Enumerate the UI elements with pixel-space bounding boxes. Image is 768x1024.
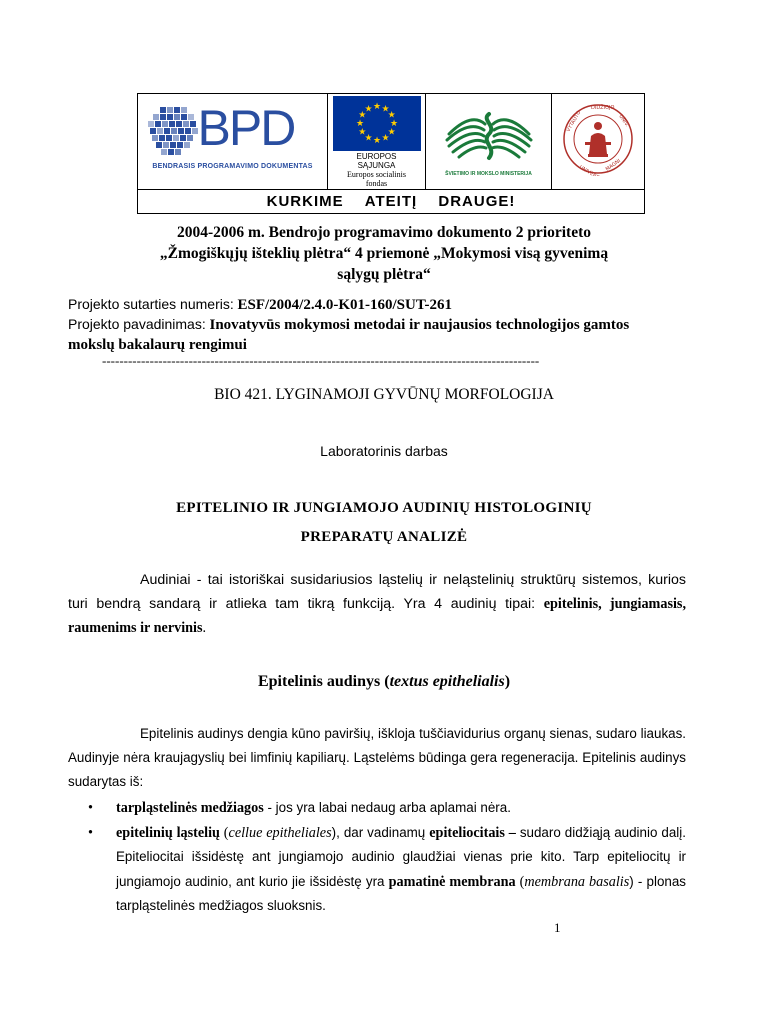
eu-caption bbox=[328, 152, 425, 188]
program-heading bbox=[0, 222, 768, 285]
bpd-mosaic-icon bbox=[146, 105, 202, 163]
bullet-2-italic-2: membrana basalis bbox=[524, 873, 630, 890]
eu-caption-line2: SĄJUNGA bbox=[357, 160, 396, 170]
slogan bbox=[138, 190, 645, 214]
contract-label: Projekto sutarties numeris: bbox=[68, 296, 234, 312]
section-title-text: Epitelinis audinys ( bbox=[257, 673, 390, 690]
slogan-word-1: KURKIME bbox=[266, 193, 344, 210]
svg-text:★: ★ bbox=[372, 101, 381, 112]
work-type: Laboratorinis darbas bbox=[320, 443, 448, 459]
program-line-2: „Žmogiškųjų išteklių plėtra“ 4 priemonė „Mokymosi visą gyvenimą bbox=[159, 245, 609, 262]
bullet-1-text: - jos yra labai nedaug arba aplamai nėra. bbox=[263, 800, 511, 815]
svg-text:MAGNI: MAGNI bbox=[604, 158, 622, 173]
slogan-word-3: DRAUGE! bbox=[438, 193, 516, 210]
bullet-icon: • bbox=[88, 824, 93, 841]
bullet-1-bold: tarpląstelinės medžiagos bbox=[116, 800, 264, 816]
svg-text:★: ★ bbox=[357, 110, 366, 120]
project-name-value-2: mokslų bakalaurų rengimui bbox=[68, 337, 247, 353]
slogan-word-2: ATEITĮ bbox=[364, 193, 418, 210]
university-logo-cell bbox=[552, 94, 645, 190]
eu-caption-line4: fondas bbox=[365, 178, 388, 188]
bullet-2-bold: epitelinių ląstelių bbox=[116, 824, 220, 841]
program-line-1: 2004-2006 m. Bendrojo programavimo dokumento 2 prioriteto bbox=[176, 224, 592, 241]
epithelial-paragraph: Epitelinis audinys dengia kūno paviršių, iškloja tuščiavidurius organų sienas, sudaro liaukas. Audinyje nėra kraujagyslių bei limfinių kapiliarų. Ląstelėms būdinga gera regeneracija. Epitelinis audinys sudarytas iš: bbox=[68, 726, 686, 789]
svg-text:★: ★ bbox=[355, 118, 364, 129]
svg-text:★: ★ bbox=[380, 103, 390, 114]
bullet-icon: • bbox=[88, 800, 93, 816]
bullet-2-text-4: ( bbox=[515, 873, 525, 890]
svg-text:UNIVERSITAS: UNIVERSITAS bbox=[578, 164, 610, 176]
intro-text: Audiniai - tai istoriškai susidariusios ląstelių ir neląstelinių struktūrų sistemos, kurios turi bendrą sandarą ir atlieka tam tikrą funkciją. Yra 4 audinių tipai: bbox=[68, 572, 686, 612]
contract-value: ESF/2004/2.4.0-K01-160/SUT-261 bbox=[237, 297, 452, 313]
intro-bold: epitelinis, jungiamasis, raumenims ir nervinis bbox=[68, 596, 686, 636]
page-number: 1 bbox=[554, 920, 561, 935]
svg-text:★: ★ bbox=[387, 127, 396, 137]
bullet-2-bold-2: epiteliocitais – bbox=[429, 824, 516, 841]
course-title: BIO 421. LYGINAMOJI GYVŪNŲ MORFOLOGIJA bbox=[214, 386, 554, 403]
bullet-2-text-5: ) - plonas tarpląstelinės medžiagos sluoksnis. bbox=[116, 873, 686, 913]
bpd-logo-text: BPD bbox=[197, 99, 295, 156]
svg-text:★: ★ bbox=[372, 135, 381, 146]
intro-end: . bbox=[202, 620, 207, 636]
logo-table bbox=[137, 93, 645, 214]
intro-paragraph bbox=[68, 568, 686, 640]
project-contract bbox=[68, 294, 708, 315]
bullet-list bbox=[68, 796, 686, 919]
svg-text:★: ★ bbox=[389, 118, 398, 129]
ministry-logo-cell bbox=[426, 94, 552, 190]
section-title-italic: textus epithelialis bbox=[389, 673, 505, 690]
section-title bbox=[0, 673, 768, 691]
bpd-logo bbox=[140, 99, 326, 185]
bullet-2-italic: cellue epitheliales bbox=[228, 824, 332, 841]
svg-text:★: ★ bbox=[363, 133, 373, 144]
bpd-logo-subtitle: BENDRASIS PROGRAMAVIMO DOKUMENTAS bbox=[152, 162, 313, 170]
bullet-2-bold-3: pamatinė membrana bbox=[388, 873, 516, 890]
eu-flag-icon bbox=[333, 96, 421, 151]
project-name-label: Projekto pavadinimas: bbox=[68, 316, 206, 332]
eu-caption-line3: Europos socialinis bbox=[347, 169, 406, 179]
svg-text:UNIV.: UNIV. bbox=[617, 113, 630, 129]
university-seal-icon bbox=[561, 102, 635, 176]
title-line-2: PREPARATŲ ANALIZĖ bbox=[300, 529, 468, 545]
svg-text:DIDŽIOJO: DIDŽIOJO bbox=[591, 105, 615, 111]
project-name-value-1: Inovatyvūs mokymosi metodai ir naujausios technologijos gamtos bbox=[209, 317, 630, 333]
ministry-caption: ŠVIETIMO IR MOKSLO MINISTERIJA bbox=[445, 171, 532, 177]
ministry-emblem-icon bbox=[441, 106, 537, 164]
program-line-3: sąlygų plėtra“ bbox=[337, 266, 431, 283]
list-item bbox=[68, 796, 686, 821]
project-name bbox=[68, 314, 708, 355]
eu-caption-line1: EUROPOS bbox=[356, 151, 397, 161]
separator-line: ----------------------------------------------------------------------------------------------------- bbox=[102, 353, 540, 368]
bpd-logo-cell bbox=[138, 94, 328, 190]
svg-text:★: ★ bbox=[363, 103, 373, 114]
section-title-end: ) bbox=[504, 673, 511, 690]
eu-logo-cell bbox=[328, 94, 426, 190]
title-line-1: EPITELINIO IR JUNGIAMOJO AUDINIŲ HISTOLOGINIŲ bbox=[176, 500, 592, 516]
svg-text:★: ★ bbox=[387, 110, 396, 120]
svg-text:★: ★ bbox=[357, 127, 366, 137]
svg-text:VYTAUTO: VYTAUTO bbox=[565, 109, 583, 133]
svg-text:★: ★ bbox=[380, 133, 390, 144]
bullet-2-text-2: ), dar vadinamų bbox=[331, 824, 430, 840]
bullet-2-text-1: ( bbox=[219, 824, 229, 841]
bullet-2-text-3: sudaro didžiąją audinio dalį. Epiteliocitai išsidėstę ant jungiamojo audinio glaudžiai vienas prie kito. Tarp epiteliocitų ir jungiamojo audinio, ant kurio jie išsidėstę yra bbox=[116, 824, 686, 889]
list-item bbox=[68, 821, 686, 919]
